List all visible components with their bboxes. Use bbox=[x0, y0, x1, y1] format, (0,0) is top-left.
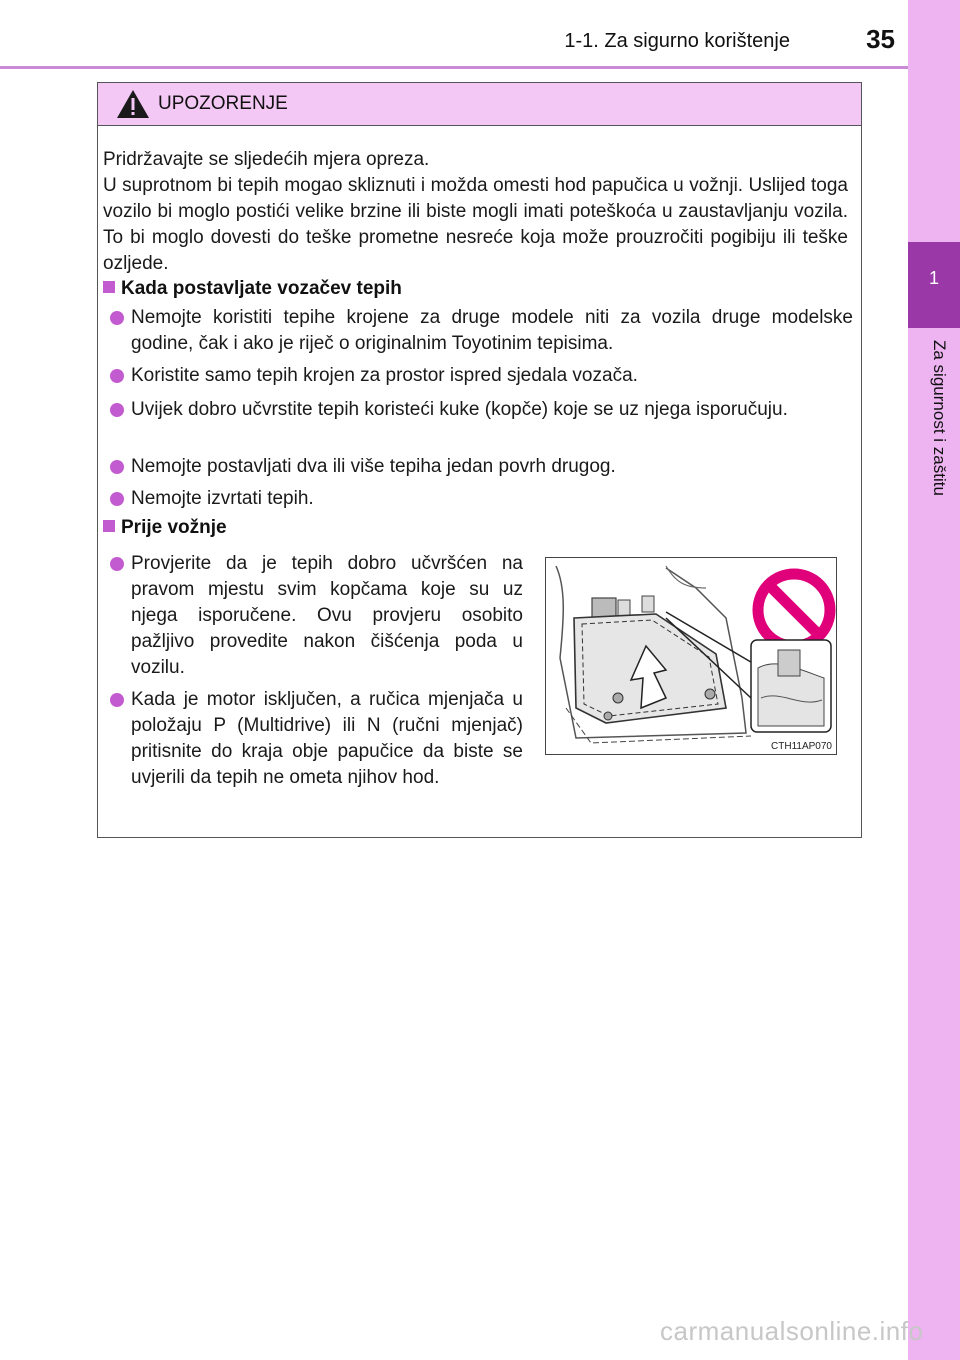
bullet-dot-icon bbox=[110, 403, 124, 417]
bullet-dot-icon bbox=[110, 311, 124, 325]
figure-code: CTH11AP070 bbox=[771, 741, 832, 752]
chapter-label: Za sigurnost i zaštitu bbox=[930, 340, 949, 496]
list-item: Nemojte postavljati dva ili više tepiha jedan povrh drugog. bbox=[131, 456, 616, 477]
list-item: Koristite samo tepih krojen za prostor ispred sjedala vozača. bbox=[131, 365, 638, 386]
floor-mat-drawing bbox=[546, 558, 836, 754]
floor-mat-illustration bbox=[545, 557, 837, 755]
square-bullet-icon bbox=[103, 281, 115, 293]
warning-intro-body: U suprotnom bi tepih mogao skliznuti i možda omesti hod papučica u vožnji. Uslijed toga vozilo bi moglo postići velike brzine ili biste mogli imati poteškoća u zaustavljanju vozila. To bi moglo dovesti do teške prometne nesreće koja može prouzročiti pogibiju ili teške ozljede. bbox=[103, 175, 848, 274]
chapter-number: 1 bbox=[928, 268, 939, 288]
section-heading-driver-mat bbox=[103, 276, 848, 302]
header-divider bbox=[0, 66, 908, 69]
bullet-dot-icon bbox=[110, 369, 124, 383]
bullet-dot-icon bbox=[110, 693, 124, 707]
section-heading-text: Prije vožnje bbox=[121, 517, 227, 538]
section-title: 1-1. Za sigurno korištenje bbox=[564, 30, 790, 52]
site-watermark: carmanualsonline.info bbox=[660, 1316, 924, 1346]
page-number: 35 bbox=[866, 24, 895, 54]
list-item: Nemojte koristiti tepihe krojene za druge modele niti za vozila druge modelske godine, čak i ako je riječ o originalnim Toyotinim tepisima. bbox=[131, 307, 853, 354]
chapter-side-tab bbox=[908, 0, 960, 1360]
bullet-dot-icon bbox=[110, 460, 124, 474]
section-heading-text: Kada postavljate vozačev tepih bbox=[121, 278, 402, 299]
square-bullet-icon bbox=[103, 520, 115, 532]
bullet-dot-icon bbox=[110, 492, 124, 506]
list-item: Nemojte izvrtati tepih. bbox=[131, 488, 314, 509]
list-item: Provjerite da je tepih dobro učvršćen na pravom mjestu svim kopčama koje su uz njega isporučene. Ovu provjeru osobito pažljivo provedite nakon čišćenja poda u vozilu. bbox=[131, 553, 523, 678]
list-item: Uvijek dobro učvrstite tepih koristeći kuke (kopče) koje se uz njega isporučuju. bbox=[131, 399, 788, 420]
warning-title: UPOZORENJE bbox=[158, 93, 288, 114]
bullet-dot-icon bbox=[110, 557, 124, 571]
warning-header bbox=[98, 83, 861, 126]
section-heading-before-driving bbox=[103, 515, 848, 541]
warning-triangle-icon bbox=[116, 89, 150, 119]
warning-intro: Pridržavajte se sljedećih mjera opreza. bbox=[103, 149, 430, 170]
list-item: Kada je motor isključen, a ručica mjenjača u položaju P (Multidrive) ili N (ručni mjenjač) pritisnite do kraja obje papučice da biste se uvjerili da tepih ne ometa njihov hod. bbox=[131, 689, 523, 788]
